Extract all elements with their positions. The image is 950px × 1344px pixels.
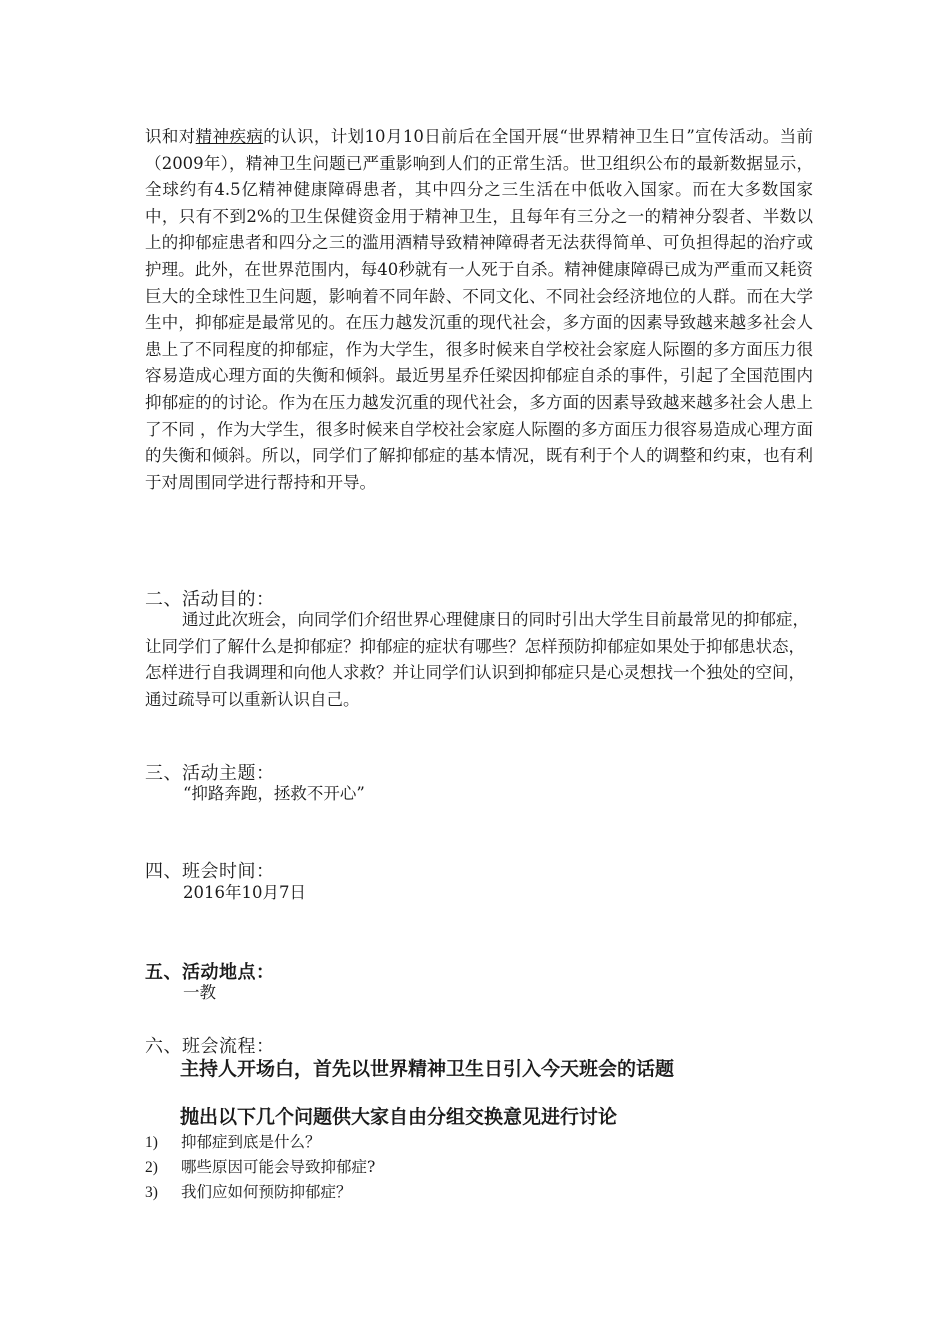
list-item: [145, 1155, 375, 1180]
mental-illness-link[interactable]: 精神疾病: [195, 127, 264, 146]
flow-step-opening: 主持人开场白，首先以世界精神卫生日引入今天班会的话题: [180, 1058, 675, 1080]
section-5-heading: 五、活动地点：: [145, 962, 275, 983]
section-4-body: 2016年10月7日: [183, 883, 306, 902]
intro-prefix: 识和对: [145, 127, 196, 146]
section-3-heading: 三、活动主题：: [145, 763, 275, 784]
list-item: [145, 1130, 375, 1155]
list-item-number: 1): [145, 1134, 158, 1151]
list-item-number: 2): [145, 1159, 158, 1176]
list-item-text: 抑郁症到底是什么？: [181, 1133, 321, 1151]
list-item: [145, 1180, 375, 1205]
flow-step-discussion: 抛出以下几个问题供大家自由分组交换意见进行讨论: [180, 1106, 618, 1128]
intro-text: [145, 124, 813, 496]
list-item-text: 哪些原因可能会导致抑郁症?: [181, 1158, 376, 1176]
section-6-heading: 六、班会流程：: [145, 1036, 275, 1057]
intro-paragraph: [145, 124, 813, 496]
intro-rest: 的认识，计划10月10日前后在全国开展“世界精神卫生日”宣传活动。当前（2009年），精神卫生问题已严重影响到人们的正常生活。世卫组织公布的最新数据显示，全球约有4.5亿精神健康障碍患者，其中四分之三生活在中低收入国家。而在大多数国家中，只有不到2%的卫生保健资金用于精神卫生，且每年有三分之一的精神分裂者、半数以上的抑郁症患者和四分之三的滥用酒精导致精神障碍者无法获得简单、可负担得起的治疗或护理。此外，在世界范围内，每40秒就有一人死于自杀。精神健康障碍已成为严重而又耗资巨大的全球性卫生问题，影响着不同年龄、不同文化、不同社会经济地位的人群。而在大学生中，抑郁症是最常见的。在压力越发沉重的现代社会，多方面的因素导致越来越多社会人患上了不同程度的抑郁症，作为大学生，很多时候来自学校社会家庭人际圈的多方面压力很容易造成心理方面的失衡和倾斜。最近男星乔任梁因抑郁症自杀的事件，引起了全国范围内抑郁症的的讨论。作为在压力越发沉重的现代社会，多方面的因素导致越来越多社会人患上了不同 ，作为大学生，很多时候来自学校社会家庭人际圈的多方面压力很容易造成心理方面的失衡和倾斜。所以，同学们了解抑郁症的基本情况，既有利于个人的调整和约束，也有利于对周围同学进行帮持和开导。: [145, 127, 814, 492]
section-2-body: 通过此次班会，向同学们介绍世界心理健康日的同时引出大学生目前最常见的抑郁症，让同学们了解什么是抑郁症？抑郁症的症状有哪些？怎样预防抑郁症如果处于抑郁患状态，怎样进行自我调理和向他人求救？并让同学们认识到抑郁症只是心灵想找一个独处的空间，通过疏导可以重新认识自己。: [145, 610, 809, 709]
section-4-heading: 四、班会时间：: [145, 861, 275, 882]
section-5-body: 一教: [183, 983, 216, 1002]
list-item-text: 我们应如何预防抑郁症？: [181, 1183, 352, 1201]
section-3-body: “抑路奔跑，拯救不开心”: [183, 784, 365, 803]
discussion-question-list: [145, 1130, 375, 1205]
list-item-number: 3): [145, 1184, 158, 1201]
section-2-heading: 二、活动目的：: [145, 589, 275, 610]
